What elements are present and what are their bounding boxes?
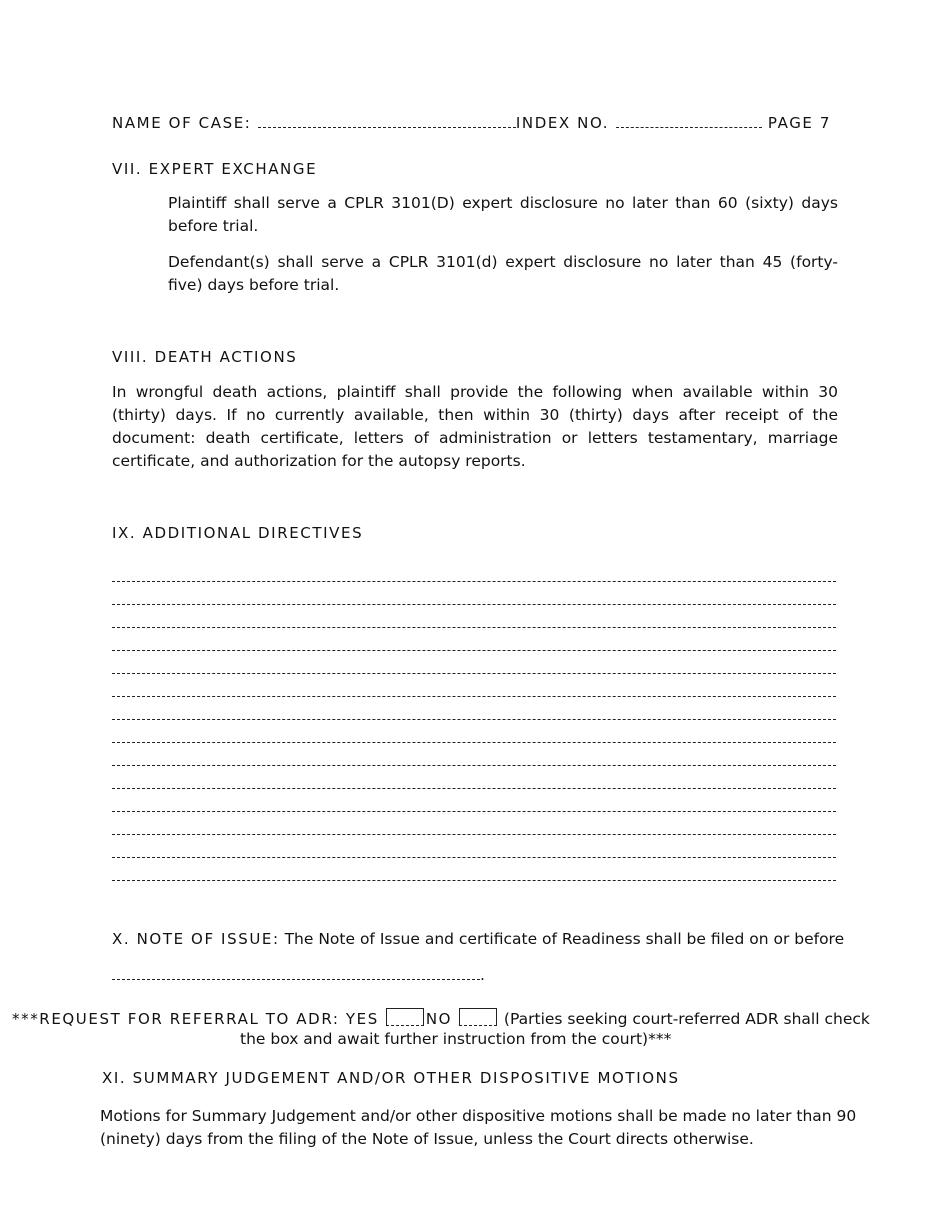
case-header [112,114,831,132]
section-xi-paragraph-line-1: Motions for Summary Judgement and/or other dispositive motions shall be made no later than 90 [100,1107,857,1125]
section-xi-paragraph-line-2: (ninety) days from the filing of the Note of Issue, unless the Court directs otherwise. [100,1130,754,1148]
section-x-text: The Note of Issue and certificate of Readiness shall be filed on or before [284,930,845,948]
directive-line[interactable] [112,834,836,835]
note-of-issue-date-line [112,966,485,984]
directive-line[interactable] [112,673,836,674]
section-viii-paragraph: In wrongful death actions, plaintiff shall provide the following when available within 30 (thirty) days. If no currently available, then within 30 (thirty) days after receipt of the document: death certificate, letters of administration or letters testamentary, marriage certificate, and authorization for the autopsy reports. [112,383,838,470]
directive-line[interactable] [112,696,836,697]
page-number: PAGE 7 [767,114,832,132]
name-of-case-field[interactable] [258,115,516,128]
section-viii-heading: VIII. DEATH ACTIONS [112,348,298,366]
note-of-issue-end-punct: . [480,966,485,984]
directive-line[interactable] [112,765,836,766]
adr-no-checkbox[interactable] [459,1008,497,1026]
directive-line[interactable] [112,880,836,881]
directive-line[interactable] [112,627,836,628]
section-vii-heading: VII. EXPERT EXCHANGE [112,160,318,178]
directive-line[interactable] [112,811,836,812]
section-x-heading: X. NOTE OF ISSUE: [112,930,280,948]
note-of-issue-date-field[interactable] [112,967,480,980]
directive-line[interactable] [112,857,836,858]
adr-request-prefix: ***REQUEST FOR REFERRAL TO ADR: YES [12,1010,379,1028]
directive-line[interactable] [112,650,836,651]
section-vii-paragraph-2: Defendant(s) shall serve a CPLR 3101(d) expert disclosure no later than 45 (forty-five) days before trial. [168,253,838,294]
section-ix-heading: IX. ADDITIONAL DIRECTIVES [112,524,364,542]
index-no-label: INDEX NO. [515,114,610,132]
directive-line[interactable] [112,788,836,789]
section-x-note-of-issue [112,930,844,948]
adr-no-label: NO [425,1010,453,1028]
section-xi-heading: XI. SUMMARY JUDGEMENT AND/OR OTHER DISPOSITIVE MOTIONS [102,1069,680,1087]
directive-line[interactable] [112,604,836,605]
adr-yes-checkbox[interactable] [386,1008,424,1026]
index-no-field[interactable] [616,115,762,128]
directive-line[interactable] [112,719,836,720]
section-vii-paragraph-1: Plaintiff shall serve a CPLR 3101(D) expert disclosure no later than 60 (sixty) days before trial. [168,194,838,235]
adr-request-line [12,1008,870,1028]
adr-note-line-2: the box and await further instruction from the court)*** [240,1030,672,1048]
directive-line[interactable] [112,581,836,582]
adr-note-line-1: (Parties seeking court-referred ADR shall check [503,1010,870,1028]
name-of-case-label: NAME OF CASE: [112,114,252,132]
directive-line[interactable] [112,742,836,743]
